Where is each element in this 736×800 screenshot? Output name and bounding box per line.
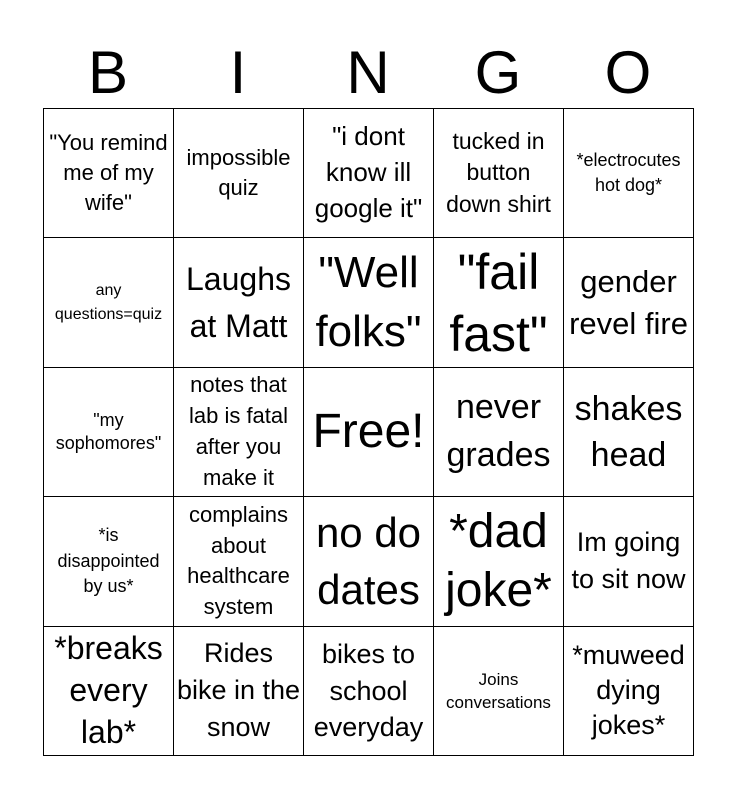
bingo-cell[interactable]	[434, 497, 564, 626]
bingo-cell[interactable]	[304, 626, 434, 755]
bingo-cell-text: never grades	[446, 388, 551, 474]
bingo-cell-text: notes that lab is fatal after you make it	[188, 372, 289, 490]
bingo-cell-text: "You remind me of my wife"	[49, 130, 168, 216]
bingo-cell-text: gender revel fire	[569, 263, 688, 341]
bingo-cell-text: "i dont know ill google it"	[314, 121, 423, 224]
bingo-cell[interactable]	[174, 497, 304, 626]
bingo-header	[43, 38, 693, 108]
bingo-cell[interactable]	[174, 367, 304, 496]
bingo-cell[interactable]	[174, 626, 304, 755]
bingo-cell-text: impossible quiz	[186, 145, 291, 201]
bingo-row	[44, 238, 694, 367]
bingo-cell[interactable]	[434, 626, 564, 755]
bingo-cell[interactable]	[304, 109, 434, 238]
bingo-cell[interactable]	[44, 497, 174, 626]
bingo-cell[interactable]	[564, 109, 694, 238]
bingo-cell-text: Rides bike in the snow	[176, 638, 301, 743]
bingo-cell-text: *electrocutes hot dog*	[576, 150, 681, 196]
bingo-grid	[43, 108, 694, 756]
bingo-cell[interactable]	[434, 109, 564, 238]
header-letter-n: N	[346, 39, 390, 106]
bingo-cell-text: "fail fast"	[449, 243, 548, 362]
bingo-cell[interactable]	[44, 109, 174, 238]
bingo-cell-text: any questions=quiz	[54, 282, 163, 323]
bingo-cell-text: complains about healthcare system	[187, 501, 290, 620]
header-letter-o: O	[604, 39, 652, 106]
bingo-row	[44, 626, 694, 755]
bingo-cell[interactable]	[434, 367, 564, 496]
bingo-cell[interactable]	[44, 367, 174, 496]
bingo-cell[interactable]	[564, 497, 694, 626]
bingo-cell-text: Free!	[312, 405, 425, 459]
bingo-cell-text: "my sophomores"	[55, 409, 162, 453]
bingo-cell-text: *dad joke*	[445, 504, 552, 618]
bingo-cell[interactable]	[174, 109, 304, 238]
bingo-cell-text: no do dates	[315, 509, 422, 614]
bingo-cell-text: Im going to sit now	[571, 527, 686, 595]
header-letter-i: I	[229, 39, 247, 106]
bingo-cell[interactable]	[304, 497, 434, 626]
bingo-cell-text: "Well folks"	[315, 247, 422, 356]
bingo-cell-text: Joins conversations	[446, 669, 551, 712]
bingo-row	[44, 367, 694, 496]
bingo-cell-text: *is disappointed by us*	[57, 525, 160, 597]
header-letter-b: B	[87, 39, 129, 106]
bingo-cell[interactable]	[44, 238, 174, 367]
bingo-cell[interactable]	[564, 367, 694, 496]
header-letter-g: G	[474, 39, 522, 106]
bingo-cell-text: bikes to school everyday	[313, 639, 424, 742]
bingo-cell[interactable]	[564, 238, 694, 367]
bingo-cell-text: tucked in button down shirt	[446, 127, 551, 218]
bingo-cell[interactable]	[44, 626, 174, 755]
bingo-row	[44, 497, 694, 626]
bingo-cell-text: Laughs at Matt	[186, 261, 291, 344]
bingo-cell[interactable]	[434, 238, 564, 367]
bingo-cell[interactable]	[564, 626, 694, 755]
bingo-cell[interactable]	[304, 238, 434, 367]
bingo-cell-text: shakes head	[574, 389, 683, 474]
bingo-row	[44, 109, 694, 238]
bingo-cell-text: *muweed dying jokes*	[572, 640, 685, 741]
bingo-cell[interactable]	[174, 238, 304, 367]
bingo-cell-text: *breaks every lab*	[54, 630, 163, 750]
free-space-cell[interactable]	[304, 367, 434, 496]
